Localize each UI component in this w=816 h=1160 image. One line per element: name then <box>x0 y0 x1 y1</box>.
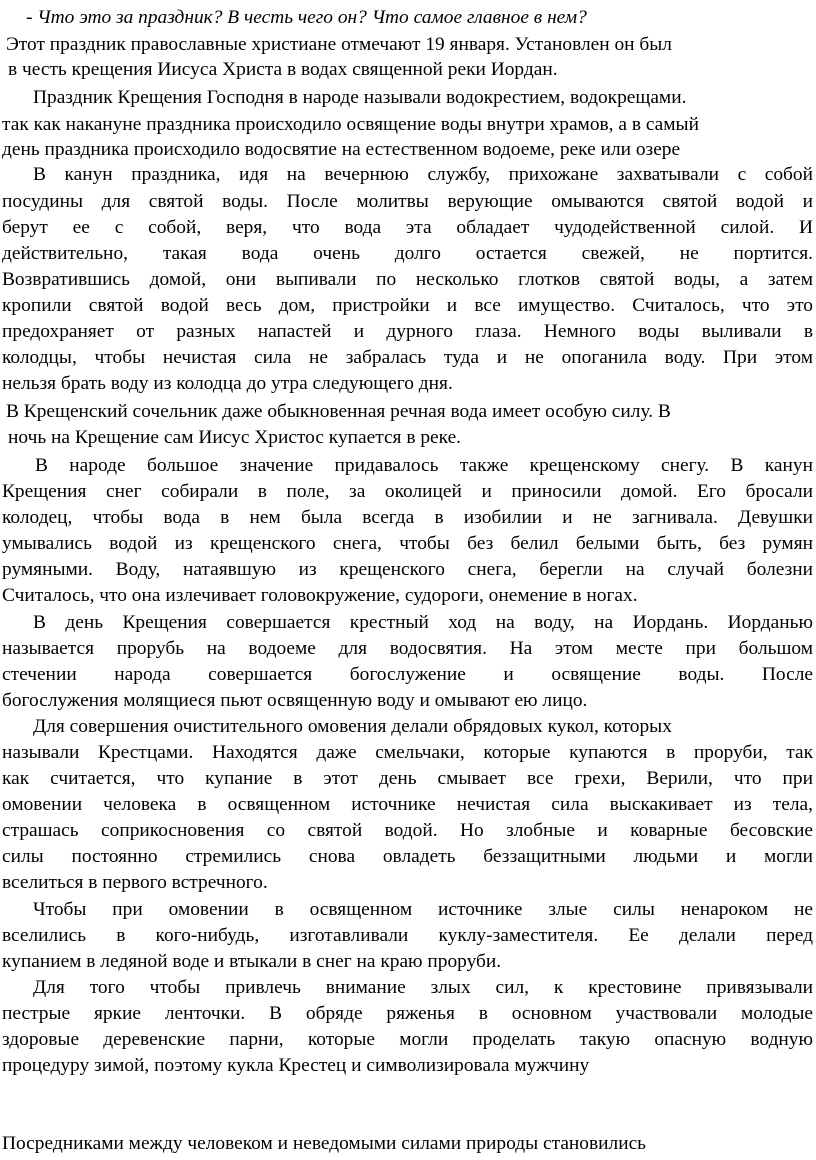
text-line: румяными. Воду, натаявшую из крещенского снега, берегли на случай болезни <box>2 559 813 580</box>
text-line: Этот праздник православные христиане отмечают 19 января. Установлен он был <box>6 34 672 55</box>
text-line: Крещения снег собирали в поле, за околицей и приносили домой. Его бросали <box>2 481 813 502</box>
text-line: посудины для святой воды. После молитвы верующие омываются святой водой и <box>2 191 813 212</box>
text-line: В канун праздника, идя на вечернюю службу, прихожане захватывали с собой <box>33 164 813 185</box>
text-line: колодец, чтобы вода в нем была всегда в изобилии и не загнивала. Девушки <box>2 507 813 528</box>
text-line: омовении человека в освященном источнике нечистая сила выскакивает из тела, <box>2 794 813 815</box>
text-line: день праздника происходило водосвятие на естественном водоеме, реке или озере <box>2 139 681 160</box>
text-line: Считалось, что она излечивает головокружение, судороги, онемение в ногах. <box>2 585 638 606</box>
text-line: В Крещенский сочельник даже обыкновенная речная вода имеет особую силу. В <box>6 401 671 422</box>
text-line: купанием в ледяной воде и втыкали в снег на краю проруби. <box>2 951 502 972</box>
text-line: В день Крещения совершается крестный ход на воду, на Иордань. Иорданью <box>33 612 813 633</box>
text-line: силы постоянно стремились снова овладеть беззащитными людьми и могли <box>2 846 813 867</box>
text-line: ночь на Крещение сам Иисус Христос купается в реке. <box>8 427 462 448</box>
text-line: так как накануне праздника происходило освящение воды внутри храмов, а в самый <box>2 114 699 135</box>
text-line: вселились в кого-нибудь, изготавливали куклу-заместителя. Ее делали перед <box>2 925 813 946</box>
text-line: стечении народа совершается богослужение и освящение воды. После <box>2 664 813 685</box>
text-line: кропили святой водой весь дом, пристройки и все имущество. Считалось, что это <box>2 295 813 316</box>
text-line: действительно, такая вода очень долго остается свежей, не портится. <box>2 243 813 264</box>
text-line: страшась соприкосновения со святой водой. Но злобные и коварные бесовские <box>2 820 813 841</box>
text-line: Возвратившись домой, они выпивали по несколько глотков святой воды, а затем <box>2 269 813 290</box>
text-line: называли Крестцами. Находятся даже смельчаки, которые купаются в проруби, так <box>2 742 813 763</box>
text-line: колодцы, чтобы нечистая сила не забралась туда и не опоганила воду. При этом <box>2 347 813 368</box>
text-line: предохраняет от разных напастей и дурного глаза. Немного воды выливали в <box>2 321 813 342</box>
text-line: пестрые яркие ленточки. В обряде ряженья в основном участвовали молодые <box>2 1003 813 1024</box>
text-line: в честь крещения Иисуса Христа в водах священной реки Иордан. <box>8 59 558 80</box>
text-line: Для того чтобы привлечь внимание злых сил, к крестовине привязывали <box>33 977 813 998</box>
text-line: нельзя брать воду из колодца до утра следующего дня. <box>2 373 453 394</box>
text-line: В народе большое значение придавалось также крещенскому снегу. В канун <box>35 455 813 476</box>
text-line: Праздник Крещения Господня в народе называли водокрестием, водокрещами. <box>33 87 687 108</box>
text-line: как считается, что купание в этот день смывает все грехи, Верили, что при <box>2 768 813 789</box>
text-line: богослужения молящиеся пьют освященную воду и омывают ею лицо. <box>2 690 588 711</box>
text-line: Посредниками между человеком и неведомыми силами природы становились <box>2 1133 647 1154</box>
text-line: вселиться в первого встречного. <box>2 872 268 893</box>
text-line: умывались водой из крещенского снега, чтобы без белил белыми быть, без румян <box>2 533 813 554</box>
text-line: Чтобы при омовении в освященном источнике злые силы ненароком не <box>33 899 813 920</box>
text-line: называется прорубь на водоеме для водосвятия. На этом месте при большом <box>2 638 813 659</box>
text-line: здоровые деревенские парни, которые могли проделать такую опасную водную <box>2 1029 813 1050</box>
text-line: Для совершения очистительного омовения делали обрядовых кукол, которых <box>33 716 672 737</box>
text-line: процедуру зимой, поэтому кукла Крестец и символизировала мужчину <box>2 1055 590 1076</box>
text-line: берут ее с собой, веря, что вода эта обладает чудодейственной силой. И <box>2 217 813 238</box>
question-heading: - Что это за праздник? В честь чего он? Что самое главное в нем? <box>26 7 587 28</box>
